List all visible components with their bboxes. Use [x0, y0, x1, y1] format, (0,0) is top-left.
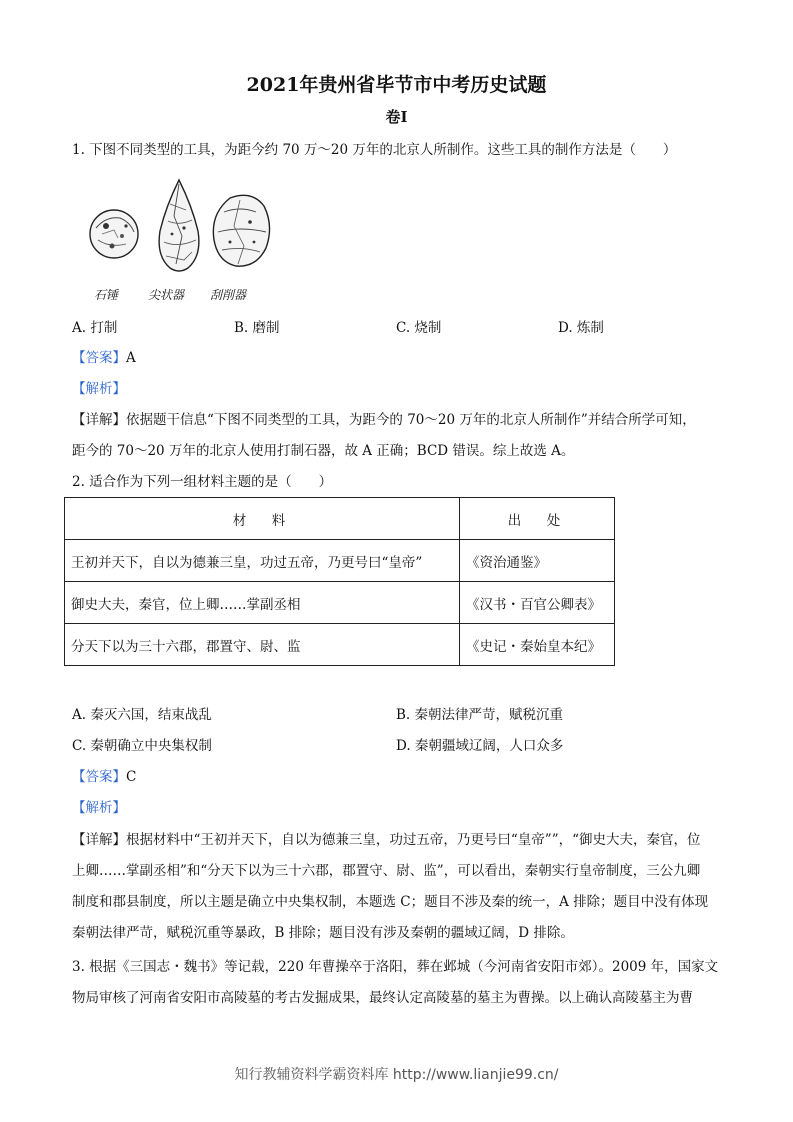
- q2-detail-line-2: 上卿……掌副丞相”和“分天下以为三十六郡，郡置守、尉、监”，可以看出，秦朝实行皇帝制度，三公九卿: [72, 863, 701, 879]
- q1-detail-line-1: 【详解】依据题干信息“下图不同类型的工具，为距今的 70～20 万年的北京人所制作”并结合所学可知，: [72, 412, 696, 428]
- q1-option-a: A. 打制: [72, 320, 118, 336]
- q1-analysis-label: 【解析】: [72, 381, 126, 397]
- figure-label-stone-hammer: 石锤: [94, 288, 119, 302]
- table-cell-source: 《史记・秦始皇本纪》: [460, 624, 615, 666]
- stone-hammer-drawing: [90, 210, 138, 258]
- table-row: [65, 540, 615, 582]
- table-header-material: 材 料: [65, 498, 460, 540]
- answer-value: C: [126, 769, 137, 785]
- scraper-drawing: [213, 195, 269, 266]
- table-row: [65, 624, 615, 666]
- stone-tools-figure: [84, 176, 274, 306]
- figure-label-pointed-tool: 尖状器: [148, 288, 185, 302]
- q2-options: [72, 705, 722, 765]
- table-cell-material: 御史大夫，秦官，位上卿……掌副丞相: [65, 582, 460, 624]
- table-header-source: 出 处: [460, 498, 615, 540]
- table-header-row: [65, 498, 615, 540]
- q1-answer: [72, 348, 136, 368]
- q2-detail-line-4: 秦朝法律严苛，赋税沉重等暴政，B 排除；题目没有涉及秦朝的疆域辽阔，D 排除。: [72, 925, 574, 941]
- q2-option-d: D. 秦朝疆域辽阔，人口众多: [396, 738, 564, 754]
- q2-option-b: B. 秦朝法律严苛，赋税沉重: [396, 707, 564, 723]
- answer-label: 【答案】: [72, 769, 126, 785]
- q2-answer: [72, 767, 136, 787]
- pointed-tool-drawing: [159, 180, 199, 271]
- q1-stem: 1. 下图不同类型的工具，为距今约 70 万～20 万年的北京人所制作。这些工具的制作方法是（ ）: [72, 142, 677, 158]
- source-table: [64, 497, 615, 666]
- q2-analysis-label: 【解析】: [72, 800, 126, 816]
- page-title: 2021年贵州省毕节市中考历史试题: [246, 74, 547, 96]
- q2-option-a: A. 秦灭六国，结束战乱: [72, 707, 212, 723]
- table-cell-material: 王初并天下，自以为德兼三皇，功过五帝，乃更号曰“皇帝”: [65, 540, 460, 582]
- footer-watermark: 知行教辅资料学霸资料库 http://www.lianjie99.cn/: [234, 1067, 559, 1083]
- answer-label: 【答案】: [72, 350, 126, 366]
- q1-option-d: D. 炼制: [558, 320, 604, 336]
- q1-options: [72, 318, 722, 338]
- table-cell-source: 《汉书・百官公卿表》: [460, 582, 615, 624]
- q2-option-c: C. 秦朝确立中央集权制: [72, 738, 212, 754]
- table-cell-material: 分天下以为三十六郡，郡置守、尉、监: [65, 624, 460, 666]
- answer-value: A: [126, 350, 136, 366]
- table-cell-source: 《资治通鉴》: [460, 540, 615, 582]
- q2-detail-line-1: 【详解】根据材料中“王初并天下，自以为德兼三皇，功过五帝，乃更号曰“皇帝””，“御史大夫，秦官，位: [72, 832, 701, 848]
- q1-detail-line-2: 距今的 70～20 万年的北京人使用打制石器，故 A 正确；BCD 错误。综上故选 A。: [72, 443, 575, 459]
- q3-line-1: 3. 根据《三国志・魏书》等记载，220 年曹操卒于洛阳，葬在邺城（今河南省安阳市郊）。2009 年，国家文: [72, 959, 719, 975]
- q1-option-b: B. 磨制: [234, 320, 280, 336]
- figure-label-scraper: 刮削器: [210, 288, 247, 302]
- q2-detail-line-3: 制度和郡县制度，所以主题是确立中央集权制，本题选 C；题目不涉及秦的统一，A 排除；题目中没有体现: [72, 894, 709, 910]
- q3-line-2: 物局审核了河南省安阳市高陵墓的考古发掘成果，最终认定高陵墓的墓主为曹操。以上确认高陵墓主为曹: [72, 990, 693, 1006]
- table-row: [65, 582, 615, 624]
- q1-option-c: C. 烧制: [396, 320, 442, 336]
- section-title: 卷I: [385, 108, 408, 126]
- q2-stem: 2. 适合作为下列一组材料主题的是（ ）: [72, 474, 333, 490]
